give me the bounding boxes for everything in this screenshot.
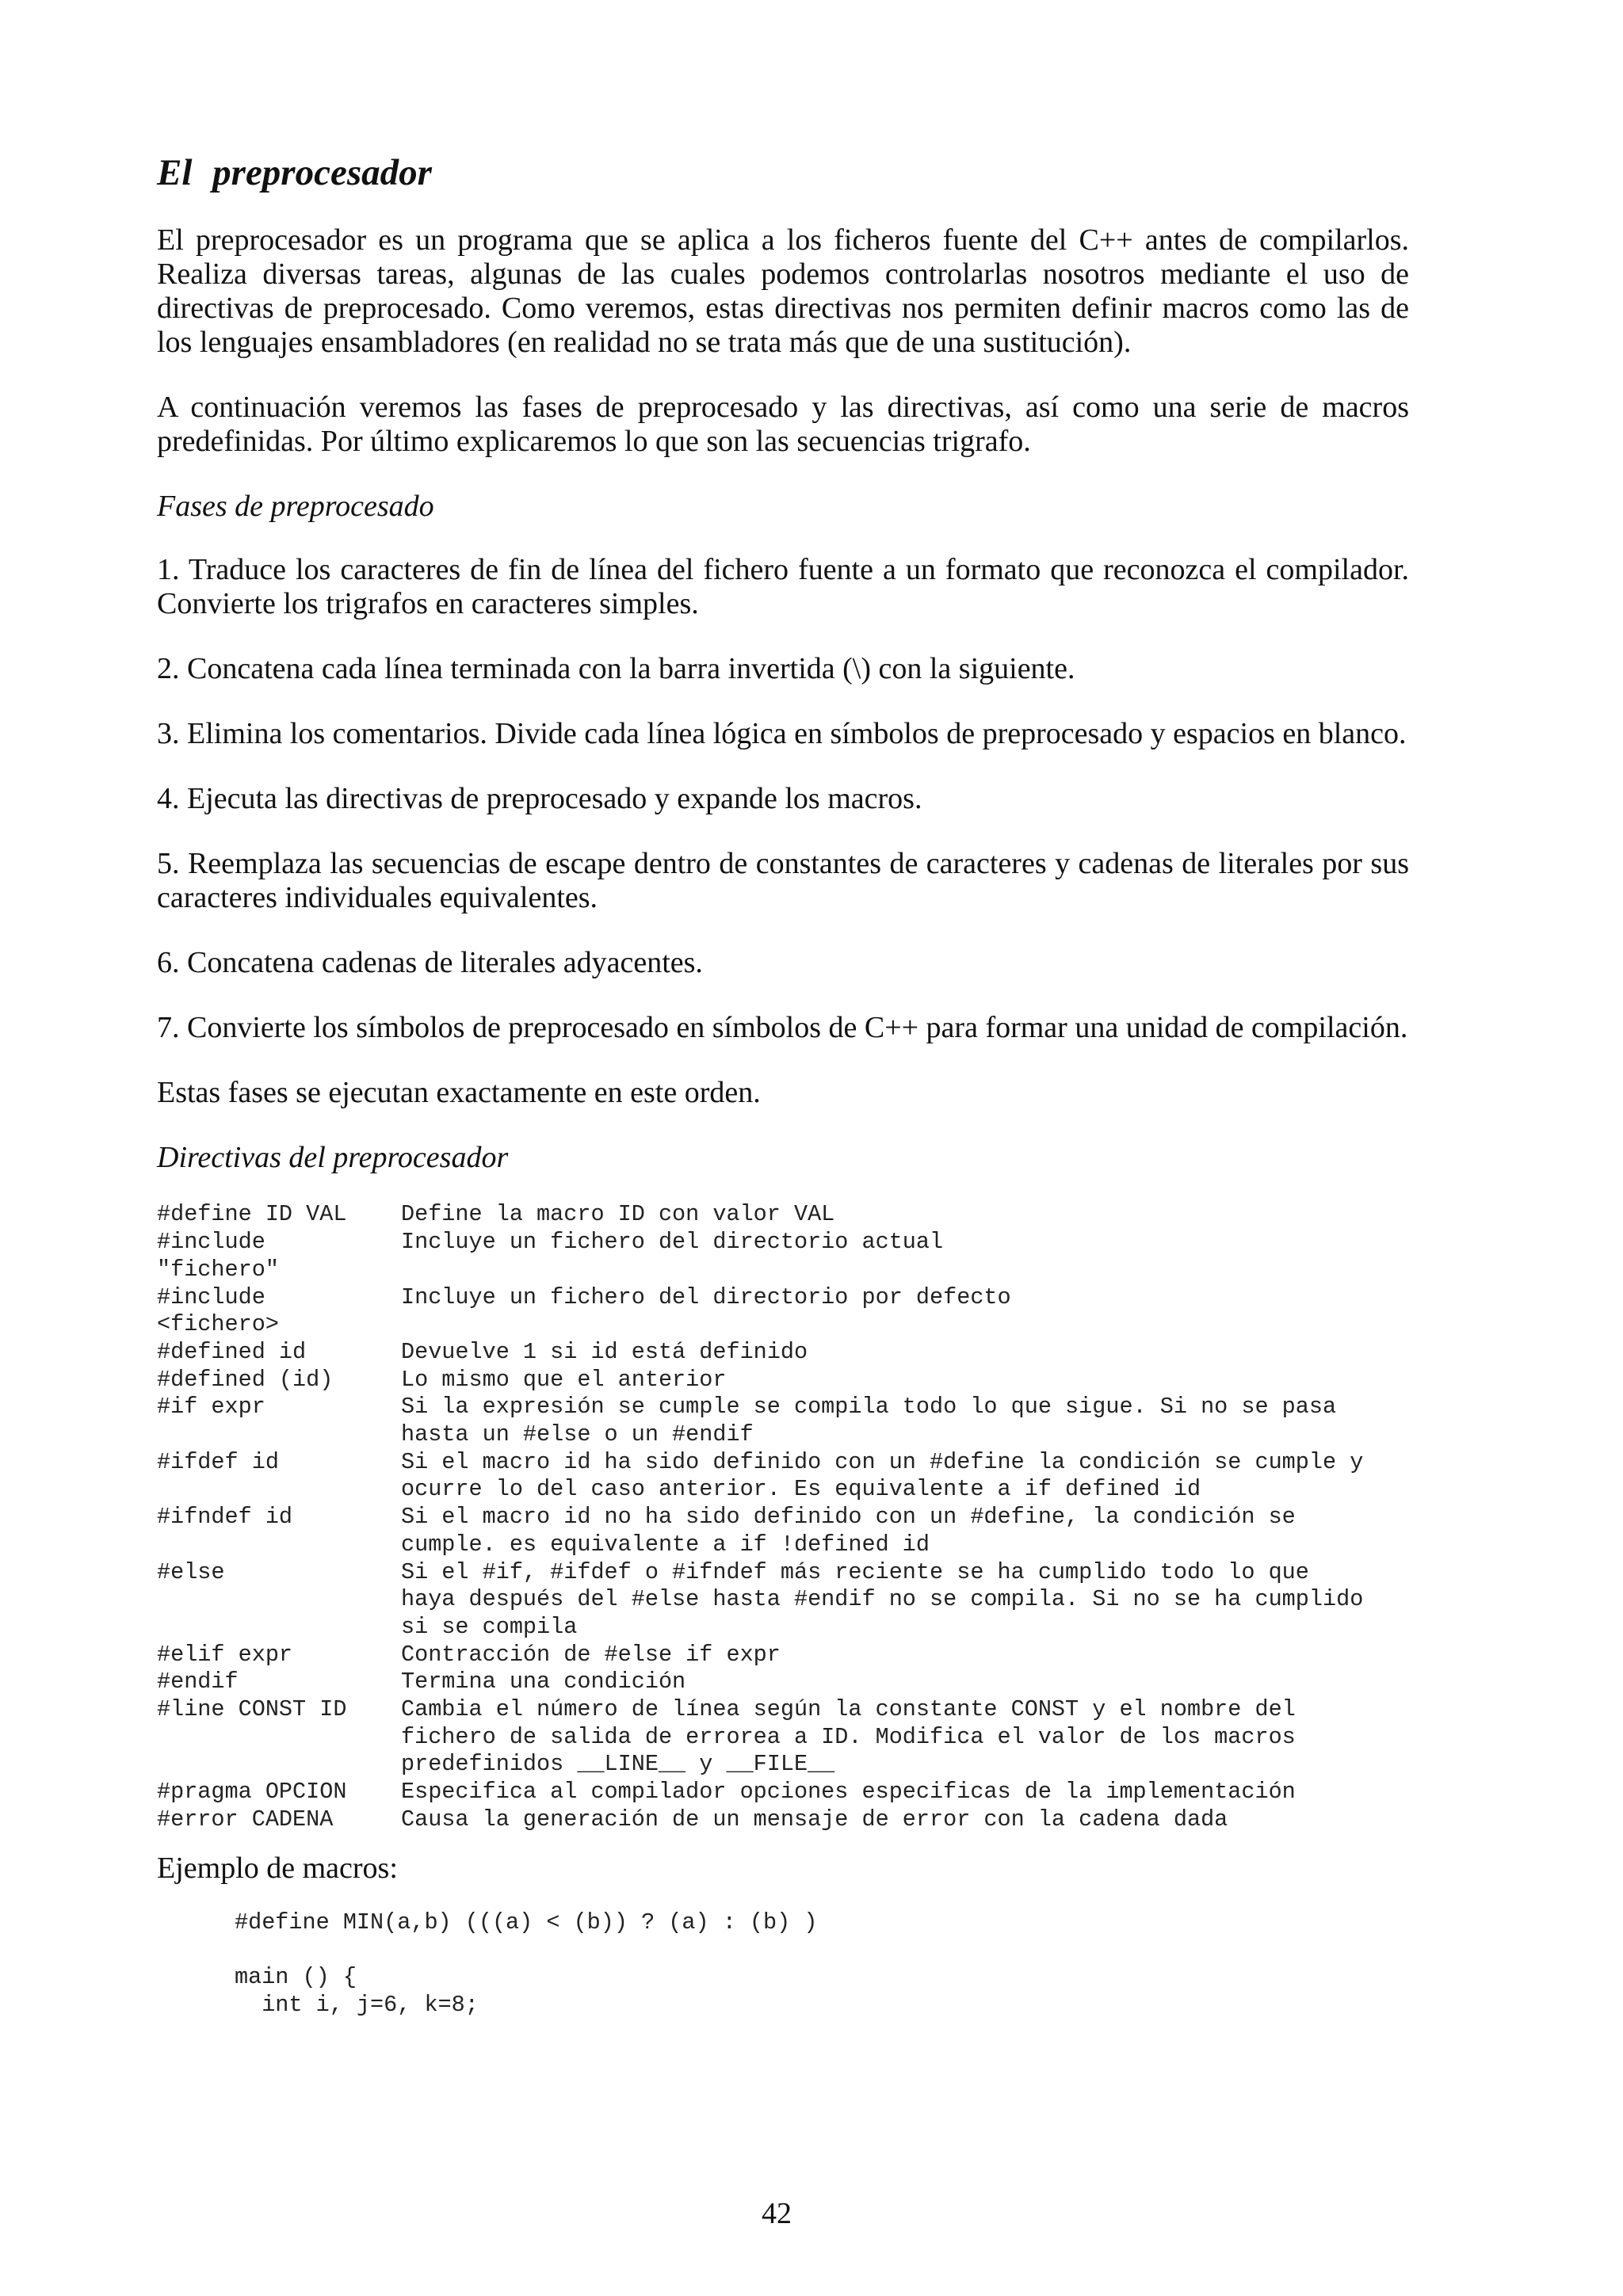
directive-code: #include — [157, 1229, 265, 1256]
directive-description: Incluye un fichero del directorio por defecto — [401, 1283, 1011, 1310]
directive-code: #defined id — [157, 1338, 307, 1365]
phase-item: 1. Traduce los caracteres de fin de línea del fichero fuente a un formato que reconozca el compilador. Convierte los trigrafos en caracteres simples. — [157, 553, 1409, 621]
directive-description: Si el macro id ha sido definido con un #define la condición se cumple y — [401, 1448, 1364, 1475]
phases-heading: Fases de preprocesado — [157, 490, 434, 524]
directive-code: #defined (id) — [157, 1366, 334, 1393]
directive-row — [157, 1201, 1409, 1229]
directive-description: Devuelve 1 si id está definido — [401, 1338, 808, 1365]
directive-row — [157, 1696, 1409, 1724]
directive-code: <fichero> — [157, 1311, 279, 1338]
directive-row — [157, 1531, 1409, 1559]
directive-code: #line CONST ID — [157, 1696, 347, 1723]
directive-description: Termina una condición — [401, 1669, 686, 1695]
directive-row — [157, 1806, 1409, 1834]
directive-row — [157, 1779, 1409, 1806]
directive-row — [157, 1284, 1409, 1312]
directive-code: #elif expr — [157, 1641, 293, 1668]
directive-row — [157, 1339, 1409, 1367]
directive-description: fichero de salida de errorea a ID. Modifica el valor de los macros — [401, 1723, 1296, 1750]
example-code-block — [157, 1909, 1409, 2019]
directive-code — [157, 1614, 401, 1642]
directive-description: Causa la generación de un mensaje de error con la cadena dada — [401, 1806, 1228, 1833]
directive-row — [157, 1586, 1409, 1614]
phase-item: 3. Elimina los comentarios. Divide cada línea lógica en símbolos de preprocesado y espacios en blanco. — [157, 717, 1407, 751]
directive-description: ocurre lo del caso anterior. Es equivalente a if defined id — [401, 1476, 1201, 1503]
phase-item: 2. Concatena cada línea terminada con la barra invertida (\) con la siguiente. — [157, 652, 1075, 686]
directive-description — [401, 1257, 1409, 1284]
phase-item: 4. Ejecuta las directivas de preprocesado y expande los macros. — [157, 782, 922, 816]
directives-heading: Directivas del preprocesador — [157, 1141, 509, 1175]
directive-description: Si el macro id no ha sido definido con un #define, la condición se — [401, 1504, 1296, 1531]
directive-description: Si la expresión se cumple se compila todo lo que sigue. Si no se pasa — [401, 1394, 1337, 1421]
code-line — [235, 1936, 1409, 1964]
intro-paragraph: A continuación veremos las fases de preprocesado y las directivas, así como una serie de macros predefinidas. Por último explicaremos lo que son las secuencias trigrafo. — [157, 391, 1409, 459]
directive-row — [157, 1367, 1409, 1394]
phases-note: Estas fases se ejecutan exactamente en este orden. — [157, 1076, 761, 1110]
code-line: main () { — [235, 1963, 357, 1990]
directive-description: hasta un #else o un #endif — [401, 1421, 754, 1448]
directive-description: Contracción de #else if expr — [401, 1641, 781, 1668]
code-line: int i, j=6, k=8; — [235, 1991, 479, 2018]
directive-row — [157, 1229, 1409, 1257]
directive-description: haya después del #else hasta #endif no se compila. Si no se ha cumplido — [401, 1586, 1364, 1613]
directive-row — [157, 1449, 1409, 1477]
directive-code — [157, 1421, 401, 1449]
directive-code: #endif — [157, 1669, 239, 1695]
directive-description: Incluye un fichero del directorio actual — [401, 1229, 944, 1256]
directive-description: Cambia el número de línea según la constante CONST y el nombre del — [401, 1696, 1296, 1723]
example-heading: Ejemplo de macros: — [157, 1851, 398, 1885]
directive-code: #error CADENA — [157, 1806, 334, 1833]
directive-code: "fichero" — [157, 1256, 279, 1283]
page-content — [157, 151, 1409, 2019]
phase-item: 6. Concatena cadenas de literales adyacentes. — [157, 946, 703, 980]
directive-code — [157, 1531, 401, 1559]
directive-row — [157, 1642, 1409, 1669]
directive-description: Especifica al compilador opciones especificas de la implementación — [401, 1779, 1296, 1806]
directive-code — [157, 1724, 401, 1752]
directive-code — [157, 1476, 401, 1504]
directive-row — [157, 1614, 1409, 1642]
directive-description: si se compila — [401, 1613, 578, 1640]
directive-row — [157, 1394, 1409, 1421]
directive-description: Define la macro ID con valor VAL — [401, 1201, 835, 1228]
directive-row — [157, 1421, 1409, 1449]
directive-description — [401, 1311, 1409, 1339]
directive-code: #ifndef id — [157, 1504, 293, 1531]
directive-description: cumple. es equivalente a if !defined id — [401, 1531, 930, 1558]
directive-code: #include — [157, 1283, 265, 1310]
directive-row — [157, 1724, 1409, 1752]
directive-row — [157, 1669, 1409, 1696]
directive-description: Si el #if, #ifdef o #ifndef más reciente se ha cumplido todo lo que — [401, 1558, 1309, 1585]
page-number: 42 — [762, 2197, 792, 2230]
directive-code: #if expr — [157, 1394, 265, 1421]
directive-code: #ifdef id — [157, 1448, 279, 1475]
directive-code: #else — [157, 1558, 225, 1585]
intro-paragraph: El preprocesador es un programa que se aplica a los ficheros fuente del C++ antes de compilarlos. Realiza diversas tareas, algunas de las cuales podemos controlarlas nosotros mediante el uso de directivas de preprocesado. Como veremos, estas directivas nos permiten definir macros como las de los lenguajes ensambladores (en realidad no se trata más que de una sustitución). — [157, 223, 1409, 360]
directive-description: Lo mismo que el anterior — [401, 1366, 727, 1393]
directive-row — [157, 1257, 1409, 1284]
directive-row — [157, 1751, 1409, 1779]
directive-description: predefinidos __LINE__ y __FILE__ — [401, 1751, 835, 1778]
directive-row — [157, 1476, 1409, 1504]
directive-row — [157, 1311, 1409, 1339]
directive-row — [157, 1504, 1409, 1531]
directives-table — [157, 1201, 1409, 1833]
section-title: El preprocesador — [157, 152, 432, 193]
directive-code: #define ID VAL — [157, 1201, 347, 1228]
phase-item: 5. Reemplaza las secuencias de escape dentro de constantes de caracteres y cadenas de literales por sus caracteres individuales equivalentes. — [157, 847, 1409, 915]
directive-row — [157, 1559, 1409, 1587]
phase-item: 7. Convierte los símbolos de preprocesado en símbolos de C++ para formar una unidad de compilación. — [157, 1011, 1408, 1045]
code-line: #define MIN(a,b) (((a) < (b)) ? (a) : (b) ) — [235, 1909, 818, 1936]
directive-code: #pragma OPCION — [157, 1779, 347, 1806]
directive-code — [157, 1751, 401, 1779]
directive-code — [157, 1586, 401, 1614]
phases-list — [157, 553, 1409, 1045]
